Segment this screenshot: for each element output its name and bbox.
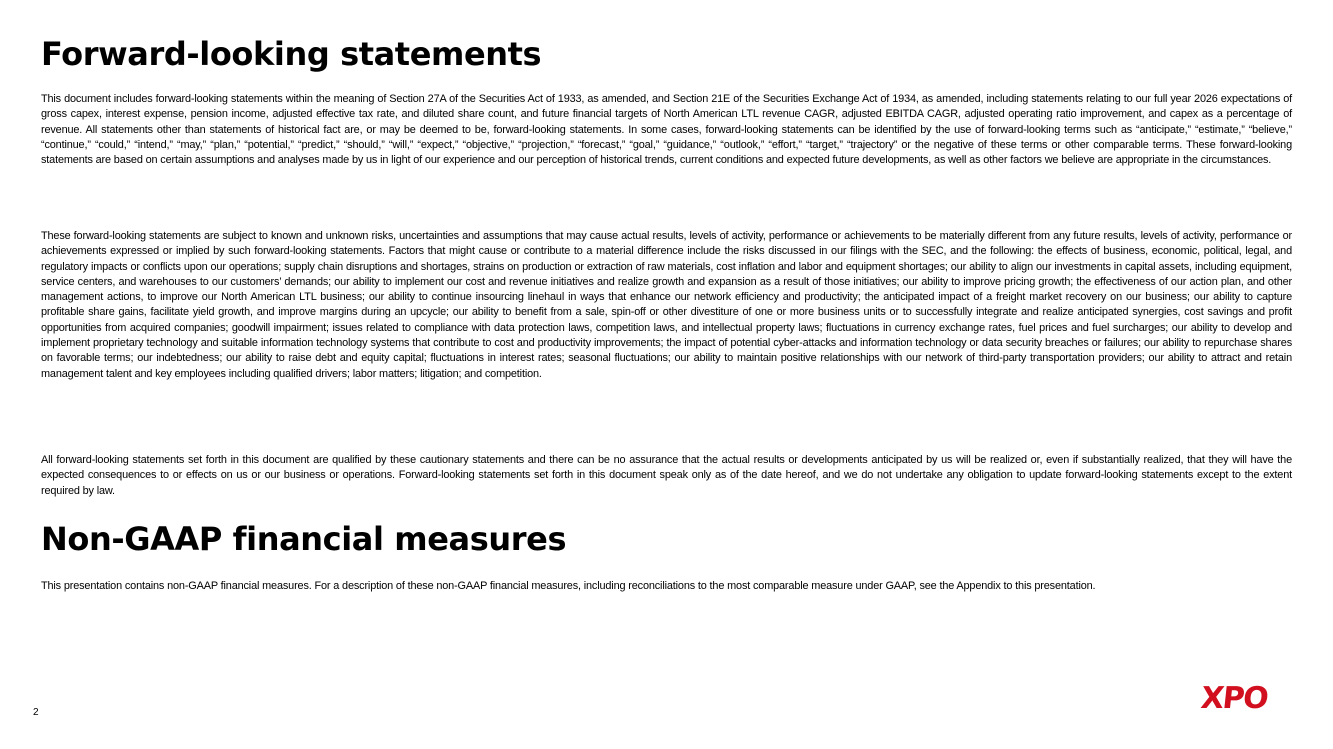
forward-looking-paragraph-2: These forward-looking statements are subject to known and unknown risks, uncertainties and assumptions that may cause actual results, levels of activity, performance or achievements to be materially different from any future results, levels of activity, performance or achievements expressed or implied by such forward-looking statements. Factors that might cause or contribute to a material difference include the risks discussed in our filings with the SEC, and the following: the effects of business, economic, political, legal, and regulatory impacts or conflicts upon our operations; supply chain disruptions and shortages, strains on production or extraction of raw materials, cost inflation and labor and equipment shortages; our ability to align our investments in capital assets, including equipment, service centers, and warehouses to our customers’ demands; our ability to implement our cost and revenue initiatives and realize growth and expansion as a result of those initiatives; our ability to improve pricing growth; the effectiveness of our action plan, and other management actions, to improve our North American LTL business; our ability to continue insourcing linehaul in ways that enhance our network efficiency and productivity; the anticipated impact of a freight market recovery on our business; our ability to capture profitable share gains, facilitate yield growth, and improve margins during an upcycle; our ability to benefit from a sale, spin-off or other divestiture of one or more business units or to successfully integrate and realize anticipated synergies, cost savings and profit opportunities from acquired companies; goodwill impairment; issues related to compliance with data protection laws, competition laws, and intellectual property laws; fluctuations in currency exchange rates, fuel prices and fuel surcharges; our ability to develop and implement proprietary technology and suitable information technology systems that contribute to cost and productivity improvements; the impact of potential cyber-attacks and information technology or data security breaches or failures; our ability to repurchase shares on favorable terms; our indebtedness; our ability to raise debt and equity capital; fluctuations in interest rates; seasonal fluctuations; our ability to maintain positive relationships with our network of third-party transportation providers; our ability to attract and retain management talent and key employees including qualified drivers; labor matters; litigation; and competition.	[41, 230, 1292, 380]
forward-looking-paragraph-3: All forward-looking statements set forth in this document are qualified by these cautionary statements and there can be no assurance that the actual results or developments anticipated by us will be realized or, even if substantially realized, that they will have the expected consequences to or effects on us or our business or operations. Forward-looking statements set forth in this document speak only as of the date hereof, and we do not undertake any obligation to update forward-looking statements except to the extent required by law.	[41, 454, 1292, 497]
non-gaap-heading: Non-GAAP financial measures	[41, 520, 567, 558]
non-gaap-paragraph: This presentation contains non-GAAP financial measures. For a description of these non-GAAP financial measures, including reconciliations to the most comparable measure under GAAP, see the Appendix to this presentation.	[41, 580, 1096, 592]
page-number: 2	[33, 707, 39, 718]
forward-looking-heading: Forward-looking statements	[41, 35, 542, 73]
xpo-logo: XPO	[1199, 681, 1270, 716]
forward-looking-paragraph-1: This document includes forward-looking statements within the meaning of Section 27A of the Securities Act of 1933, as amended, and Section 21E of the Securities Exchange Act of 1934, as amended, including statements relating to our full year 2026 expectations of gross capex, interest expense, pension income, adjusted effective tax rate, and diluted share count, and future financial targets of North American LTL revenue CAGR, adjusted EBITDA CAGR, adjusted operating ratio improvement, and capex as a percentage of revenue. All statements other than statements of historical fact are, or may be deemed to be, forward-looking statements. In some cases, forward-looking statements can be identified by the use of forward-looking terms such as “anticipate,” “estimate,” “believe,” “continue,” “could,” “intend,” “may,” “plan,” “potential,” “predict,” “should,” “will,” “expect,” “objective,” “projection,” “forecast,” “goal,” “guidance,” “outlook,” “effort,” “target,” “trajectory” or the negative of these terms or other comparable terms. These forward-looking statements are based on certain assumptions and analyses made by us in light of our experience and our perception of historical trends, current conditions and expected future developments, as well as other factors we believe are appropriate in the circumstances.	[41, 93, 1292, 167]
